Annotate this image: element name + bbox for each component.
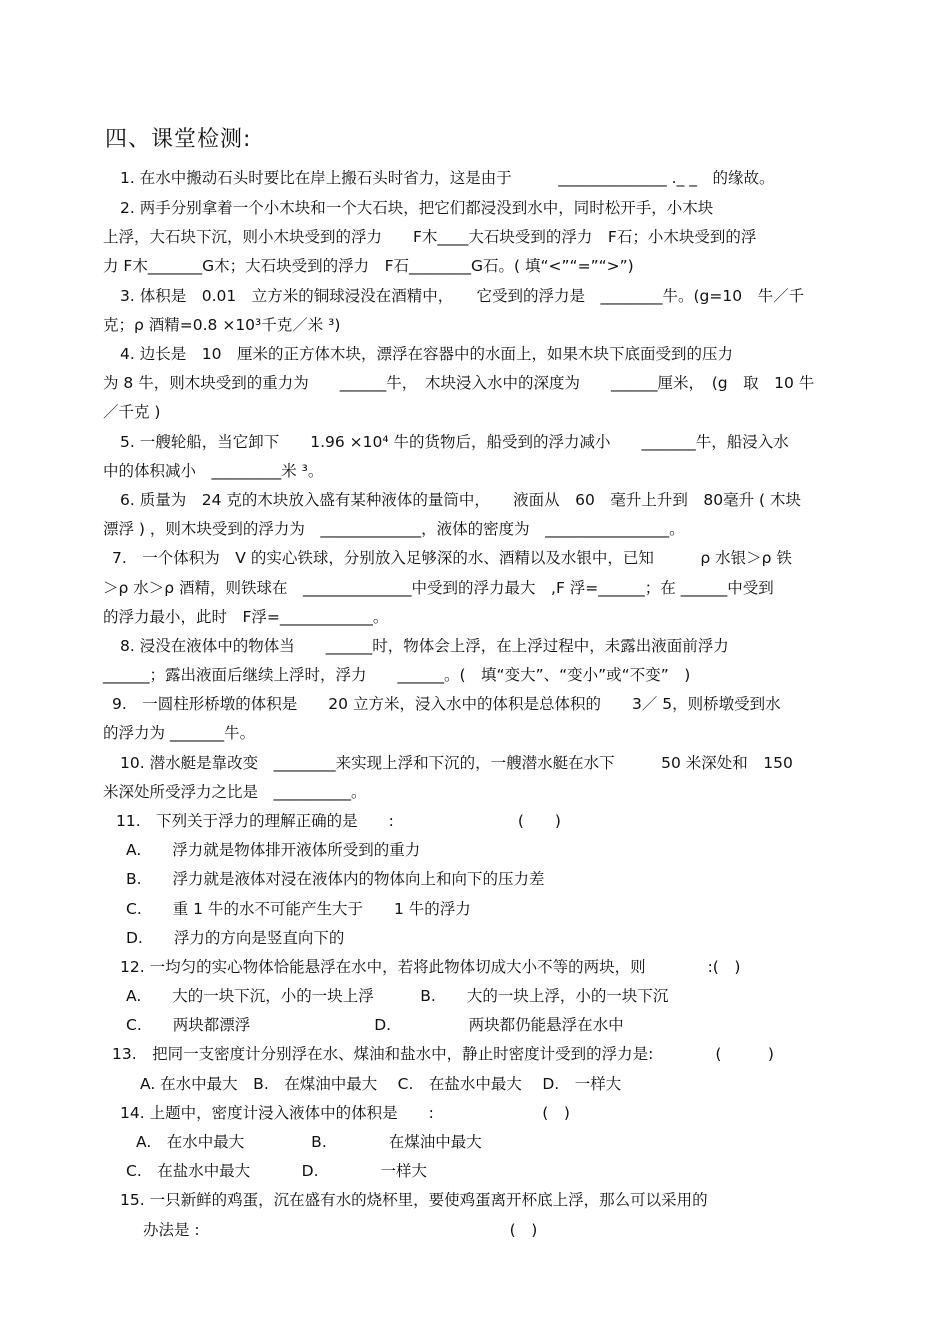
question-3-line-1: 3. 体积是 0.01 立方米的铜球浸没在酒精中， 它受到的浮力是 ________牛。(g=10 牛／千 — [120, 287, 805, 305]
question-4-line-3: ／千克 ) — [103, 403, 161, 421]
question-5-line-1: 5. 一艘轮船，当它卸下 1.96 ×10⁴ 牛的货物后，船受到的浮力减小 _______牛，船浸入水 — [120, 433, 789, 451]
section-heading: 四、课堂检测: — [105, 127, 252, 152]
question-8-line-1: 8. 浸没在液体中的物体当 ______时，物体会上浮，在上浮过程中，未露出液面前浮力 — [120, 637, 729, 655]
question-14-stem: 14. 上题中，密度计浸入液体中的体积是 : ( ) — [120, 1104, 570, 1122]
question-4-line-2: 为 8 牛，则木块受到的重力为 ______牛， 木块浸入水中的深度为 ______厘米， (g 取 10 牛 — [103, 374, 815, 392]
question-14-options-ab: A. 在水中最大 B. 在煤油中最大 — [136, 1133, 482, 1151]
question-11-option-c: C. 重 1 牛的水不可能产生大于 1 牛的浮力 — [126, 900, 471, 918]
question-9-line-1: 9. 一圆柱形桥墩的体积是 20 立方米，浸入水中的体积是总体积的 3／ 5，则桥墩受到水 — [112, 695, 781, 713]
question-9-line-2: 的浮力为 _______牛。 — [103, 724, 256, 742]
question-4-line-1: 4. 边长是 10 厘米的正方体木块，漂浮在容器中的水面上，如果木块下底面受到的压力 — [120, 345, 733, 363]
question-11-option-d: D. 浮力的方向是竖直向下的 — [126, 929, 345, 947]
question-12-stem: 12. 一均匀的实心物体恰能悬浮在水中，若将此物体切成大小不等的两块，则 :( ) — [120, 958, 741, 976]
question-15-line-2: 办法是 : ( ) — [143, 1221, 538, 1239]
question-2-line-3: 力 F木_______G木；大石块受到的浮力 F石________G石。( 填“<”“=”“>”) — [103, 257, 634, 275]
question-8-line-2: ______；露出液面后继续上浮时，浮力 ______。( 填“变大”、“变小”或“不变” ) — [103, 666, 691, 684]
question-12-options-ab: A. 大的一块下沉，小的一块上浮 B. 大的一块上浮，小的一块下沉 — [126, 987, 669, 1005]
question-7-line-2: ＞ρ 水＞ρ 酒精，则铁球在 ______________中受到的浮力最大 ,F 浮=______；在 ______中受到 — [103, 579, 774, 597]
question-13-stem: 13. 把同一支密度计分别浮在水、煤油和盐水中，静止时密度计受到的浮力是: ( ) — [112, 1045, 774, 1063]
question-15-line-1: 15. 一只新鲜的鸡蛋，沉在盛有水的烧杯里，要使鸡蛋离开杯底上浮，那么可以采用的 — [120, 1191, 708, 1209]
question-14-options-cd: C. 在盐水中最大 D. 一样大 — [126, 1162, 428, 1180]
question-10-line-1: 10. 潜水艇是靠改变 ________来实现上浮和下沉的，一艘潜水艇在水下 50 米深处和 150 — [120, 754, 793, 772]
question-7-line-3: 的浮力最小，此时 F浮=____________。 — [103, 608, 389, 626]
question-3-line-2: 克；ρ 酒精=0.8 ×10³千克／米 ³) — [103, 316, 341, 334]
question-6-line-2: 漂浮 ) ，则木块受到的浮力为 _____________，液体的密度为 ________________。 — [103, 520, 685, 538]
question-13-options: A. 在水中最大 B. 在煤油中最大 C. 在盐水中最大 D. 一样大 — [140, 1075, 622, 1093]
question-6-line-1: 6. 质量为 24 克的木块放入盛有某种液体的量筒中， 液面从 60 毫升上升到 80毫升 ( 木块 — [120, 491, 801, 509]
question-7-line-1: 7. 一个体积为 V 的实心铁球，分别放入足够深的水、酒精以及水银中，已知 ρ 水银＞ρ 铁 — [112, 549, 792, 567]
question-10-line-2: 米深处所受浮力之比是 __________。 — [103, 783, 367, 801]
question-12-options-cd: C. 两块都漂浮 D. 两块都仍能悬浮在水中 — [126, 1016, 624, 1034]
question-5-line-2: 中的体积减小 _________米 ³。 — [103, 462, 324, 480]
question-1-line-1: 1. 在水中搬动石头时要比在岸上搬石头时省力，这是由于 ______________ ._ _ 的缘故。 — [120, 169, 775, 187]
question-11-option-a: A. 浮力就是物体排开液体所受到的重力 — [126, 841, 421, 859]
question-2-line-1: 2. 两手分别拿着一个小木块和一个大石块，把它们都浸没到水中，同时松开手，小木块 — [120, 199, 714, 217]
question-11-stem: 11. 下列关于浮力的理解正确的是 : ( ) — [116, 812, 561, 830]
question-2-line-2: 上浮，大石块下沉，则小木块受到的浮力 F木____大石块受到的浮力 F石；小木块受到的浮 — [103, 228, 757, 246]
question-11-option-b: B. 浮力就是液体对浸在液体内的物体向上和向下的压力差 — [126, 870, 545, 888]
